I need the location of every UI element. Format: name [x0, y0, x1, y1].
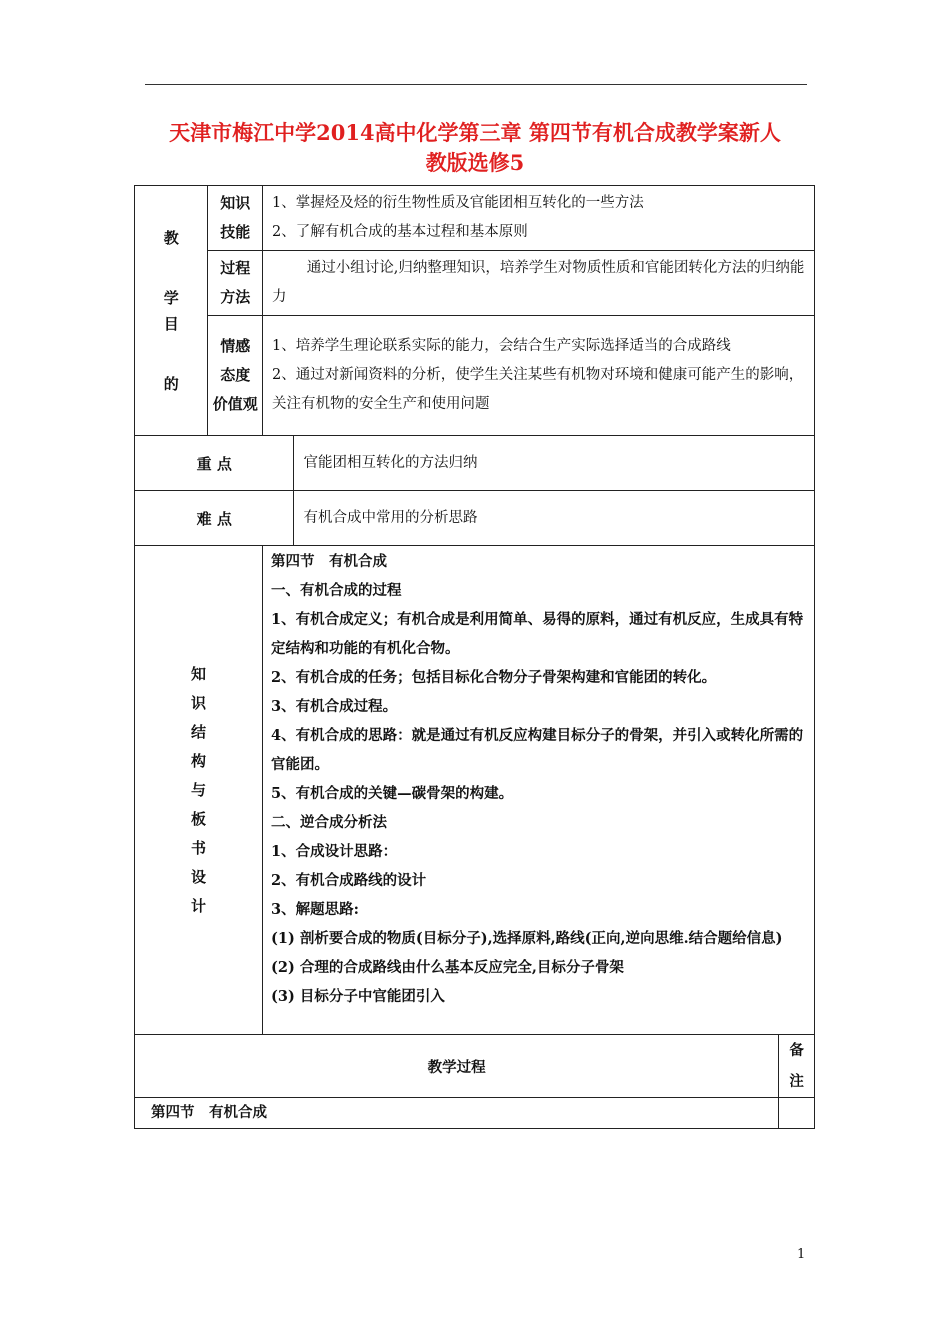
- goal-item: 2、通过对新闻资料的分析，使学生关注某些有机物对环境和健康可能产生的影响，关注有机物的安全生产和使用问题: [272, 367, 804, 412]
- goal-item: 1、培养学生理论联系实际的能力，会结合生产实际选择适当的合成路线: [272, 338, 731, 354]
- label-line: 知识: [220, 194, 251, 212]
- document-title: [120, 118, 830, 178]
- knowledge-structure-content: [263, 546, 815, 1035]
- key-point-content: 官能团相互转化的方法归纳: [294, 436, 815, 491]
- structure-line: 3、解题思路:: [271, 901, 359, 918]
- structure-line: 二、逆合成分析法: [271, 814, 387, 831]
- structure-label-char: 设: [190, 867, 206, 886]
- structure-line: 5、有机合成的关键—碳骨架的构建。: [271, 785, 514, 802]
- structure-line: 4、有机合成的思路：就是通过有机反应构建目标分子的骨架，并引入或转化所需的官能团。: [271, 727, 804, 773]
- structure-line: 第四节 有机合成: [271, 553, 387, 570]
- key-point-label: 重 点: [135, 436, 294, 491]
- label-line: 过程: [220, 259, 251, 277]
- structure-line: (3) 目标分子中官能团引入: [271, 988, 445, 1005]
- knowledge-skill-label: [208, 186, 263, 251]
- structure-line: 3、有机合成过程。: [271, 698, 398, 715]
- teaching-process-row: 第四节 有机合成: [135, 1098, 779, 1129]
- label-line: 情感: [220, 337, 251, 355]
- goal-item: 1、掌握烃及烃的衍生物性质及官能团相互转化的一些方法: [272, 195, 644, 211]
- difficult-point-content: 有机合成中常用的分析思路: [294, 491, 815, 546]
- teaching-process-label: 教学过程: [135, 1035, 779, 1098]
- emotion-attitude-label: [208, 316, 263, 436]
- lesson-plan-table: [134, 185, 815, 1129]
- title-line-1: 天津市梅江中学2014高中化学第三章 第四节有机合成教学案新人: [169, 120, 781, 145]
- notes-label: [779, 1035, 815, 1098]
- label-line: 技能: [220, 223, 251, 241]
- structure-line: 1、合成设计思路：: [271, 843, 398, 860]
- structure-label-char: 与: [190, 780, 206, 799]
- goals-label: [135, 186, 208, 436]
- goals-label-char: 的: [163, 374, 179, 393]
- header-rule: [145, 84, 807, 85]
- notes-label-char: 注: [789, 1073, 804, 1090]
- title-line-2: 教版选修5: [425, 150, 525, 175]
- goals-label-char: 目: [163, 314, 179, 333]
- goal-item: 2、了解有机合成的基本过程和基本原则: [272, 224, 528, 240]
- structure-line: 2、有机合成的任务；包括目标化合物分子骨架构建和官能团的转化。: [271, 669, 717, 686]
- structure-label-char: 构: [190, 751, 206, 770]
- difficult-point-label: 难 点: [135, 491, 294, 546]
- structure-label-char: 知: [190, 664, 206, 683]
- label-line: 价值观: [212, 395, 258, 413]
- structure-label-char: 结: [190, 722, 206, 741]
- goals-label-char: 学: [163, 288, 179, 307]
- notes-label-char: 备: [789, 1042, 804, 1059]
- label-line: 方法: [220, 288, 251, 306]
- structure-label-char: 书: [190, 838, 206, 857]
- structure-line: (1) 剖析要合成的物质(目标分子),选择原料,路线(正向,逆向思维.结合题给信息): [271, 930, 783, 947]
- structure-label-char: 识: [190, 693, 206, 712]
- goals-label-char: 教: [163, 228, 179, 247]
- process-method-label: [208, 251, 263, 316]
- structure-line: (2) 合理的合成路线由什么基本反应完全,目标分子骨架: [271, 959, 624, 976]
- emotion-attitude-content: [263, 316, 815, 436]
- knowledge-skill-content: [263, 186, 815, 251]
- page-number: 1: [797, 1247, 806, 1262]
- process-method-content: 通过小组讨论,归纳整理知识，培养学生对物质性质和官能团转化方法的归纳能力: [263, 251, 815, 316]
- structure-line: 1、有机合成定义；有机合成是利用简单、易得的原料，通过有机反应，生成具有特定结构和功能的有机化合物。: [271, 611, 804, 657]
- structure-label-char: 板: [190, 809, 206, 828]
- knowledge-structure-label: [135, 546, 263, 1035]
- structure-label-char: 计: [190, 896, 206, 915]
- structure-line: 一、有机合成的过程: [271, 582, 402, 599]
- notes-cell: [779, 1098, 815, 1129]
- label-line: 态度: [220, 366, 251, 384]
- structure-line: 2、有机合成路线的设计: [271, 872, 427, 889]
